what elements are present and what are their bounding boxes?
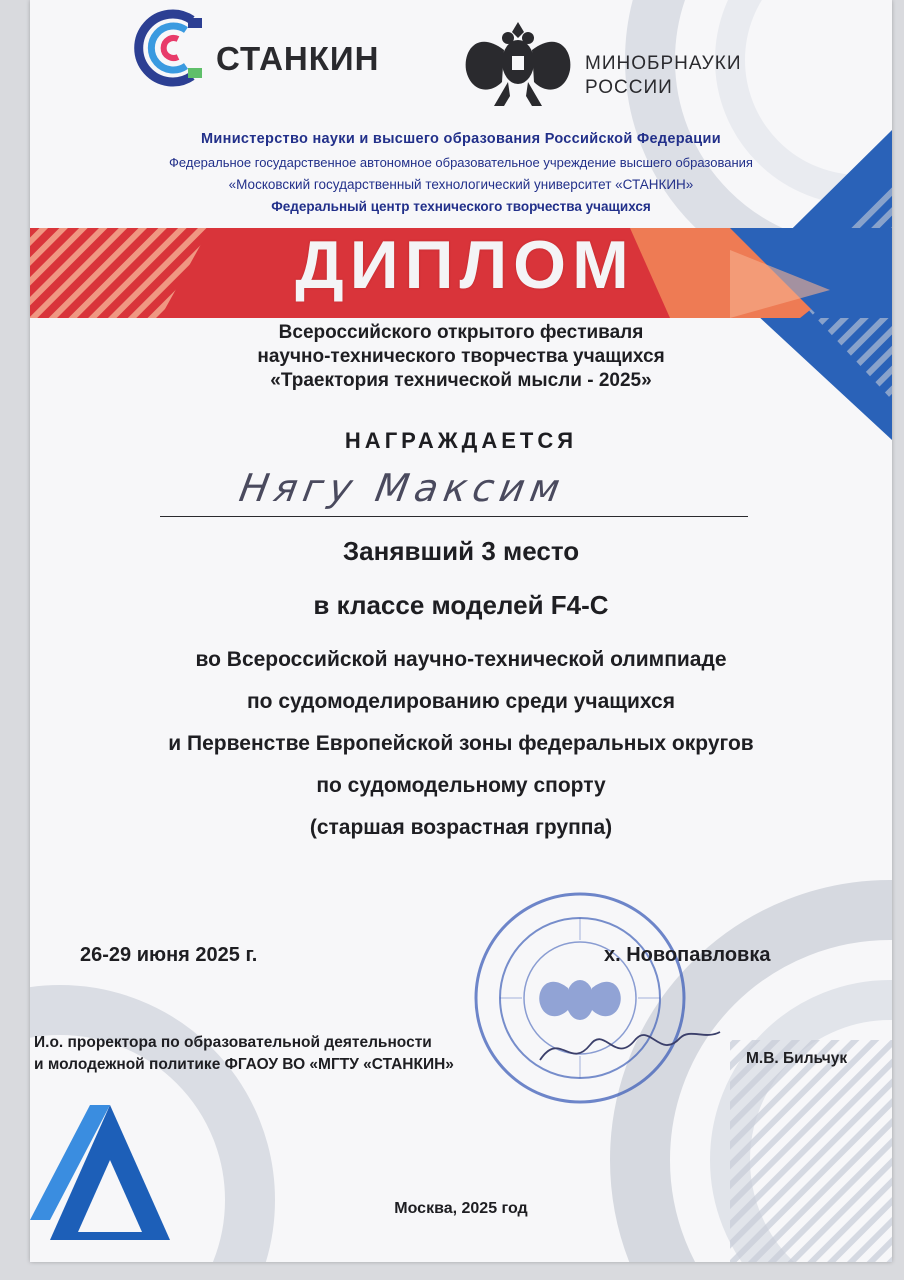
achievement-line-5: (старшая возрастная группа) — [309, 816, 613, 839]
stankin-logo-text: СТАНКИН — [216, 40, 380, 77]
event-dates: 26-29 июня 2025 г. — [80, 944, 258, 966]
awarded-label: НАГРАЖДАЕТСЯ — [344, 428, 578, 453]
org-line-1: Министерство науки и высшего образования Российской Федерации — [201, 131, 721, 147]
signer-name: М.В. Бильчук — [746, 1050, 848, 1067]
achievement-line-2: по судомоделированию среди учащихся — [247, 690, 675, 713]
ministry-line-2: РОССИИ — [585, 77, 673, 98]
festival-line-1: Всероссийского открытого фестиваля — [278, 322, 644, 343]
event-location: х. Новопавловка — [604, 944, 771, 966]
diploma-page — [30, 0, 892, 1262]
handwritten-signature — [530, 1010, 730, 1080]
festival-line-3: «Траектория технической мысли - 2025» — [270, 370, 652, 391]
org-line-2: Федеральное государственное автономное образовательное учреждение высшего образования — [169, 155, 753, 170]
org-line-3: «Московский государственный технологический университет «СТАНКИН» — [228, 177, 694, 192]
signer-position-line-2: и молодежной политике ФГАОУ ВО «МГТУ «СТАНКИН» — [34, 1056, 454, 1073]
place-text: Занявший 3 место — [342, 536, 580, 566]
festival-line-2: научно-технического творчества учащихся — [257, 346, 665, 367]
footer-city-year: Москва, 2025 год — [394, 1200, 528, 1217]
signer-position-line-1: И.о. проректора по образовательной деятельности — [34, 1034, 432, 1051]
model-class-text: в классе моделей F4-С — [313, 590, 609, 620]
ministry-logo-text — [585, 52, 741, 100]
ministry-line-1: МИНОБРНАУКИ — [585, 53, 742, 74]
name-underline — [160, 516, 748, 517]
achievement-line-1: во Всероссийской научно-технической олимпиаде — [195, 648, 727, 671]
achievement-line-3: и Первенстве Европейской зоны федеральных округов — [168, 732, 754, 755]
achievement-line-4: по судомодельному спорту — [316, 774, 606, 797]
recipient-name: Нягу Максим — [236, 466, 570, 510]
diploma-title: ДИПЛОМ — [295, 227, 635, 303]
org-line-4: Федеральный центр технического творчества учащихся — [271, 199, 651, 214]
